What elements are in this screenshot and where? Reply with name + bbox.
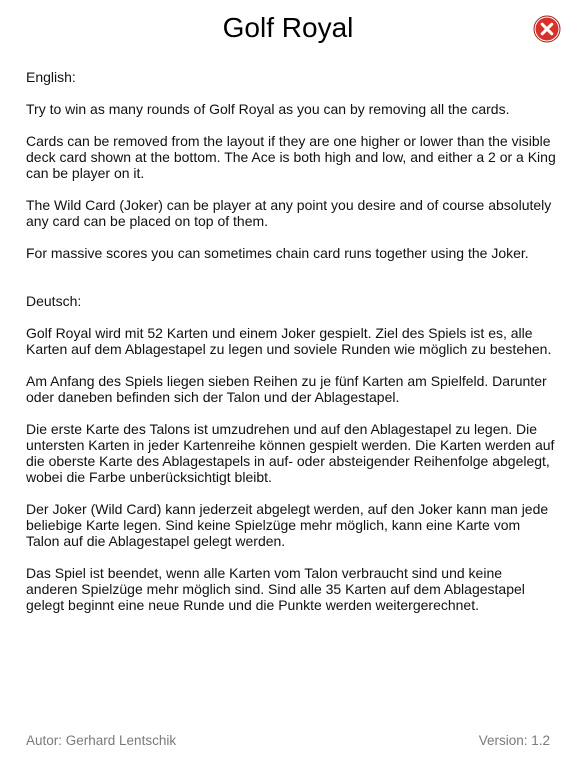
deutsch-heading: Deutsch: <box>26 293 82 309</box>
english-paragraph: Cards can be removed from the layout if they are one higher or lower than the visible deck card shown at the bottom. The Ace is both high and low, and either a 2 or a King can be player on it. <box>26 133 556 181</box>
close-button[interactable] <box>533 15 561 43</box>
english-heading: English: <box>26 69 76 85</box>
close-icon <box>533 15 561 43</box>
english-paragraph: The Wild Card (Joker) can be player at any point you desire and of course absolutely any card can be placed on top of them. <box>26 197 552 229</box>
deutsch-paragraph: Das Spiel ist beendet, wenn alle Karten vom Talon verbraucht sind und keine anderen Spielzüge mehr möglich sind. Sind alle 35 Karten auf dem Ablagestapel gelegt beginnt eine neue Runde und die Punkte werden weitergerechnet. <box>26 565 525 613</box>
deutsch-paragraph: Am Anfang des Spiels liegen sieben Reihen zu je fünf Karten am Spielfeld. Darunter oder daneben befinden sich der Talon und der Ablagestapel. <box>26 373 547 405</box>
version-label: Version: 1.2 <box>478 733 550 748</box>
page-title: Golf Royal <box>222 12 354 43</box>
deutsch-paragraph: Golf Royal wird mit 52 Karten und einem Joker gespielt. Ziel des Spiels ist es, alle Karten auf dem Ablagestapel zu legen und soviele Runden wie möglich zu bestehen. <box>26 325 552 357</box>
deutsch-paragraph: Die erste Karte des Talons ist umzudrehen und auf den Ablagestapel zu legen. Die untersten Karten in jeder Kartenreihe können gespielt werden. Die Karten werden auf die oberste Karte des Ablagestapels in auf- oder absteigender Reihenfolge abgelegt, wobei die Farbe unberücksichtigt bleibt. <box>26 421 555 485</box>
english-paragraph: Try to win as many rounds of Golf Royal as you can by removing all the cards. <box>26 101 510 117</box>
deutsch-paragraph: Der Joker (Wild Card) kann jederzeit abgelegt werden, auf den Joker kann man jede beliebige Karte legen. Sind keine Spielzüge mehr möglich, kann eine Karte vom Talon auf die Ablagestapel gelegt werden. <box>26 501 549 549</box>
instructions-text <box>26 69 556 629</box>
author-label: Autor: Gerhard Lentschik <box>26 733 177 748</box>
header <box>0 0 576 60</box>
english-paragraph: For massive scores you can sometimes chain card runs together using the Joker. <box>26 245 529 261</box>
